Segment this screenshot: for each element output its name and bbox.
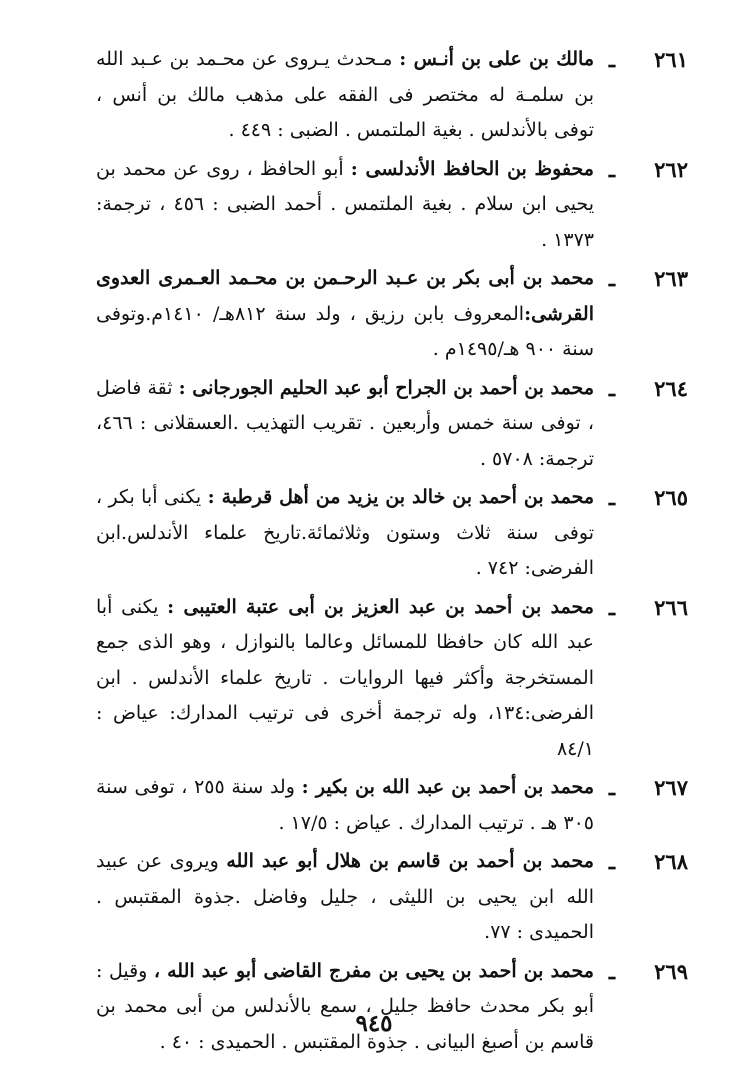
entry-head: محمد بن أحمد بن قاسم بن هلال أبو عبد الله: [226, 850, 594, 872]
entry-text: ولد سنة ٢٥٥ ، توفى سنة ٣٠٥ هـ . ترتيب المدارك . عياض : ١٧/٥ .: [96, 776, 594, 834]
entry-dash: ـ: [608, 958, 616, 984]
entry-text: يكنى أبا عبد الله كان حافظا للمسائل وعالما بالنوازل ، وهو الذى جمع المستخرجة وأكثر فيها الروايات . تاريخ علماء الأندلس . ابن الفرضى:١٣٤، وله ترجمة أخرى فى ترتيب المدارك: عياض : ٨٤/١: [96, 595, 594, 760]
page-number: ٩٤٥: [355, 1010, 393, 1037]
entry-dash: ـ: [608, 849, 616, 874]
entry-268: [96, 844, 688, 951]
entry-number: ٢٦٢: [654, 156, 688, 182]
entry-body: [96, 152, 594, 259]
entry-number: ٢٦٦: [654, 594, 688, 620]
entry-text: ثقة فاضل ، توفى سنة خمس وأربعين . تقريب التهذيب .العسقلانى : ٤٦٦، ترجمة: ٥٧٠٨ .: [96, 376, 594, 470]
entry-dash: ـ: [608, 375, 616, 401]
entry-head: محمد بن أحمد بن خالد بن يزيد من أهل قرطبة :: [207, 486, 595, 508]
entry-text: يكنى أبا بكر ، توفى سنة ثلاث وستون وثلاثمائة.تاريخ علماء الأندلس.ابن الفرضى: ٧٤٢ .: [96, 486, 594, 579]
entry-267: [96, 770, 688, 841]
entry-head: محمد بن أحمد بن عبد العزيز بن أبى عتبة العتيبى :: [167, 595, 594, 618]
entry-text: أبو الحافظ ، روى عن محمد بن يحيى ابن سلام . بغية الملتمس . أحمد الضبى : ٤٥٦ ، ترجمة: ١٣٧٣ .: [96, 157, 594, 251]
entry-number: ٢٦٥: [654, 485, 688, 510]
entry-264: [96, 371, 688, 478]
entry-body: [96, 590, 594, 768]
entry-body: [96, 371, 594, 478]
entry-dash: ـ: [608, 156, 616, 182]
entry-head: محمد بن أبى بكر بن عـبد الرحـمن بن محـمد العـمرى العدوى القرشى:: [96, 267, 594, 325]
entry-body: [96, 480, 594, 587]
entry-body: [96, 954, 594, 1061]
entry-text: مـحدث يـروى عن محـمد بن عـبد الله بن سلمـة له مختصر فى الفقه على مذهب مالك بن أنس ، توفى بالأندلس . بغية الملتمس . الضبى : ٤٤٩ .: [96, 48, 594, 141]
entry-265: [96, 480, 688, 587]
entry-head: مالك بن على بن أنـس :: [399, 48, 594, 70]
entry-text: ويروى عن عبيد الله ابن يحيى بن الليثى ، جليل وفاضل .جذوة المقتبس . الحميدى : ٧٧.: [96, 850, 594, 943]
entry-269: [96, 954, 688, 1061]
entry-number: ٢٦١: [654, 47, 688, 72]
entry-body: [96, 844, 594, 951]
entry-dash: ـ: [608, 775, 616, 800]
entry-head: محمد بن أحمد بن الجراح أبو عبد الحليم الجورجانى :: [178, 376, 594, 399]
entries-list: [96, 42, 688, 1063]
entry-dash: ـ: [608, 266, 616, 291]
entry-dash: ـ: [608, 47, 616, 72]
entry-number: ٢٦٩: [654, 958, 688, 984]
entry-body: [96, 261, 594, 368]
entry-head: محمد بن أحمد بن عبد الله بن بكير :: [301, 776, 594, 798]
entry-266: [96, 590, 688, 768]
entry-head: محمد بن أحمد بن يحيى بن مفرج القاضى أبو عبد الله ،: [153, 959, 594, 982]
entry-263: [96, 261, 688, 368]
entry-number: ٢٦٤: [654, 375, 688, 401]
entry-dash: ـ: [608, 594, 616, 620]
entry-head: محفوظ بن الحافظ الأندلسى :: [350, 157, 594, 180]
entry-number: ٢٦٧: [654, 775, 688, 800]
entry-number: ٢٦٣: [654, 266, 688, 291]
entry-body: [96, 770, 594, 841]
entry-262: [96, 152, 688, 259]
entry-dash: ـ: [608, 485, 616, 510]
entry-261: [96, 42, 688, 149]
entry-number: ٢٦٨: [654, 849, 688, 874]
entry-text: وقيل : أبو بكر محدث حافظ جليل ، سمع بالأندلس من أبى محمد بن قاسم بن أصبغ البيانى . جذوة المقتبس . الحميدى : ٤٠ .: [96, 959, 594, 1053]
entry-text: المعروف بابن رزيق ، ولد سنة ٨١٢هـ/ ١٤١٠م.وتوفى سنة ٩٠٠ هـ/١٤٩٥م .: [96, 302, 594, 360]
entry-body: [96, 42, 594, 149]
